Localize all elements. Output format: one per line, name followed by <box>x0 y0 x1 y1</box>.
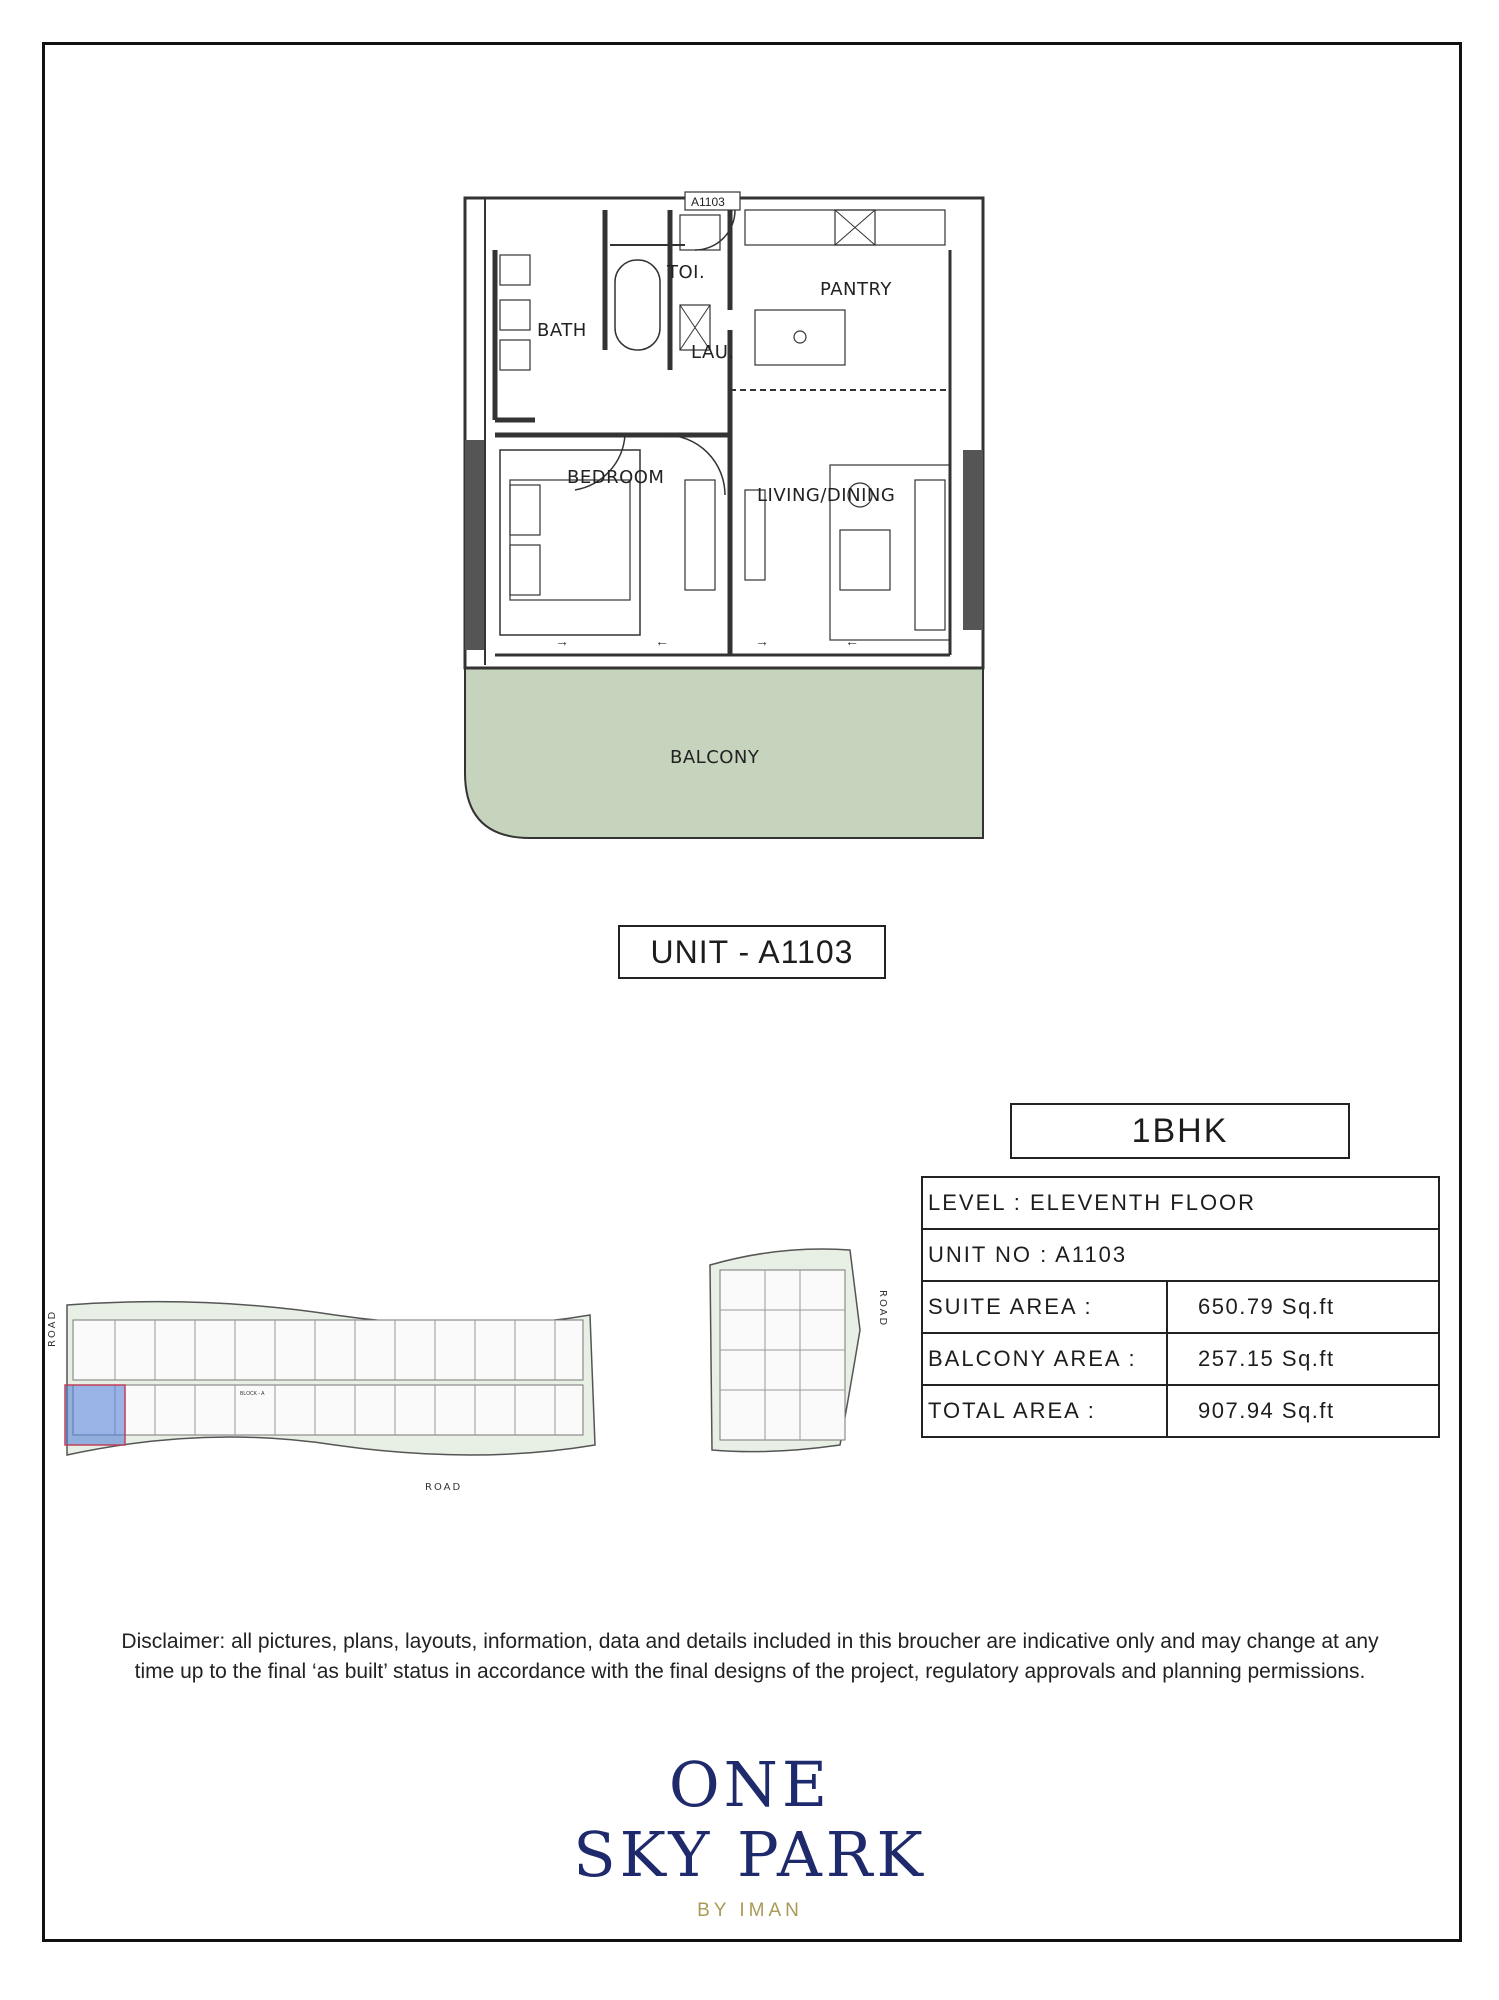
detail-row <box>922 1177 1439 1229</box>
detail-row <box>922 1385 1439 1437</box>
detail-label: SUITE AREA : <box>922 1281 1167 1333</box>
room-label-balcony: BALCONY <box>670 747 760 768</box>
unit-tag: A1103 <box>691 195 725 209</box>
road-label-left: ROAD <box>47 1309 58 1347</box>
unit-highlight <box>65 1385 125 1445</box>
unit-title: UNIT - A1103 <box>618 925 886 979</box>
road-label-right: ROAD <box>877 1290 888 1328</box>
detail-label: LEVEL : ELEVENTH FLOOR <box>922 1177 1439 1229</box>
detail-value: 650.79 Sq.ft <box>1167 1281 1439 1333</box>
svg-text:→: → <box>755 633 769 649</box>
room-label-pantry: PANTRY <box>820 279 892 300</box>
room-label-bedroom: BEDROOM <box>567 467 665 488</box>
brand-logo <box>520 1750 980 1930</box>
svg-text:←: ← <box>655 633 669 649</box>
svg-text:→: → <box>555 633 569 649</box>
room-label-toilet: TOI. <box>667 262 706 283</box>
logo-line-sky-park: SKY PARK <box>573 1818 927 1891</box>
unit-type: 1BHK <box>1010 1103 1350 1159</box>
floor-plan <box>455 190 995 850</box>
disclaimer-text: Disclaimer: all pictures, plans, layouts, information, data and details included in this broucher are indicative only and may change at any time up to the final ‘as built’ status in accordance with the final designs of the project, regulatory approvals and planning permissions. <box>121 1630 1379 1683</box>
detail-label: BALCONY AREA : <box>922 1333 1167 1385</box>
unit-details-table <box>921 1176 1440 1438</box>
detail-label: TOTAL AREA : <box>922 1385 1167 1437</box>
room-label-bath: BATH <box>537 320 587 341</box>
key-plan-block-a <box>47 1295 600 1495</box>
block-label: BLOCK - A <box>240 1391 265 1397</box>
key-plan-tower <box>700 1240 890 1460</box>
logo-line-by-iman: BY IMAN <box>697 1900 803 1921</box>
road-label-bottom: ROAD <box>425 1482 463 1493</box>
detail-row <box>922 1229 1439 1281</box>
room-label-laundry: LAU. <box>691 342 735 363</box>
detail-label: UNIT NO : A1103 <box>922 1229 1439 1281</box>
detail-value: 907.94 Sq.ft <box>1167 1385 1439 1437</box>
floor-plan-drawing <box>455 190 995 850</box>
detail-row <box>922 1281 1439 1333</box>
logo-line-one: ONE <box>668 1748 832 1821</box>
detail-row <box>922 1333 1439 1385</box>
svg-text:←: ← <box>845 633 859 649</box>
room-label-living: LIVING/DINING <box>757 485 896 506</box>
detail-value: 257.15 Sq.ft <box>1167 1333 1439 1385</box>
